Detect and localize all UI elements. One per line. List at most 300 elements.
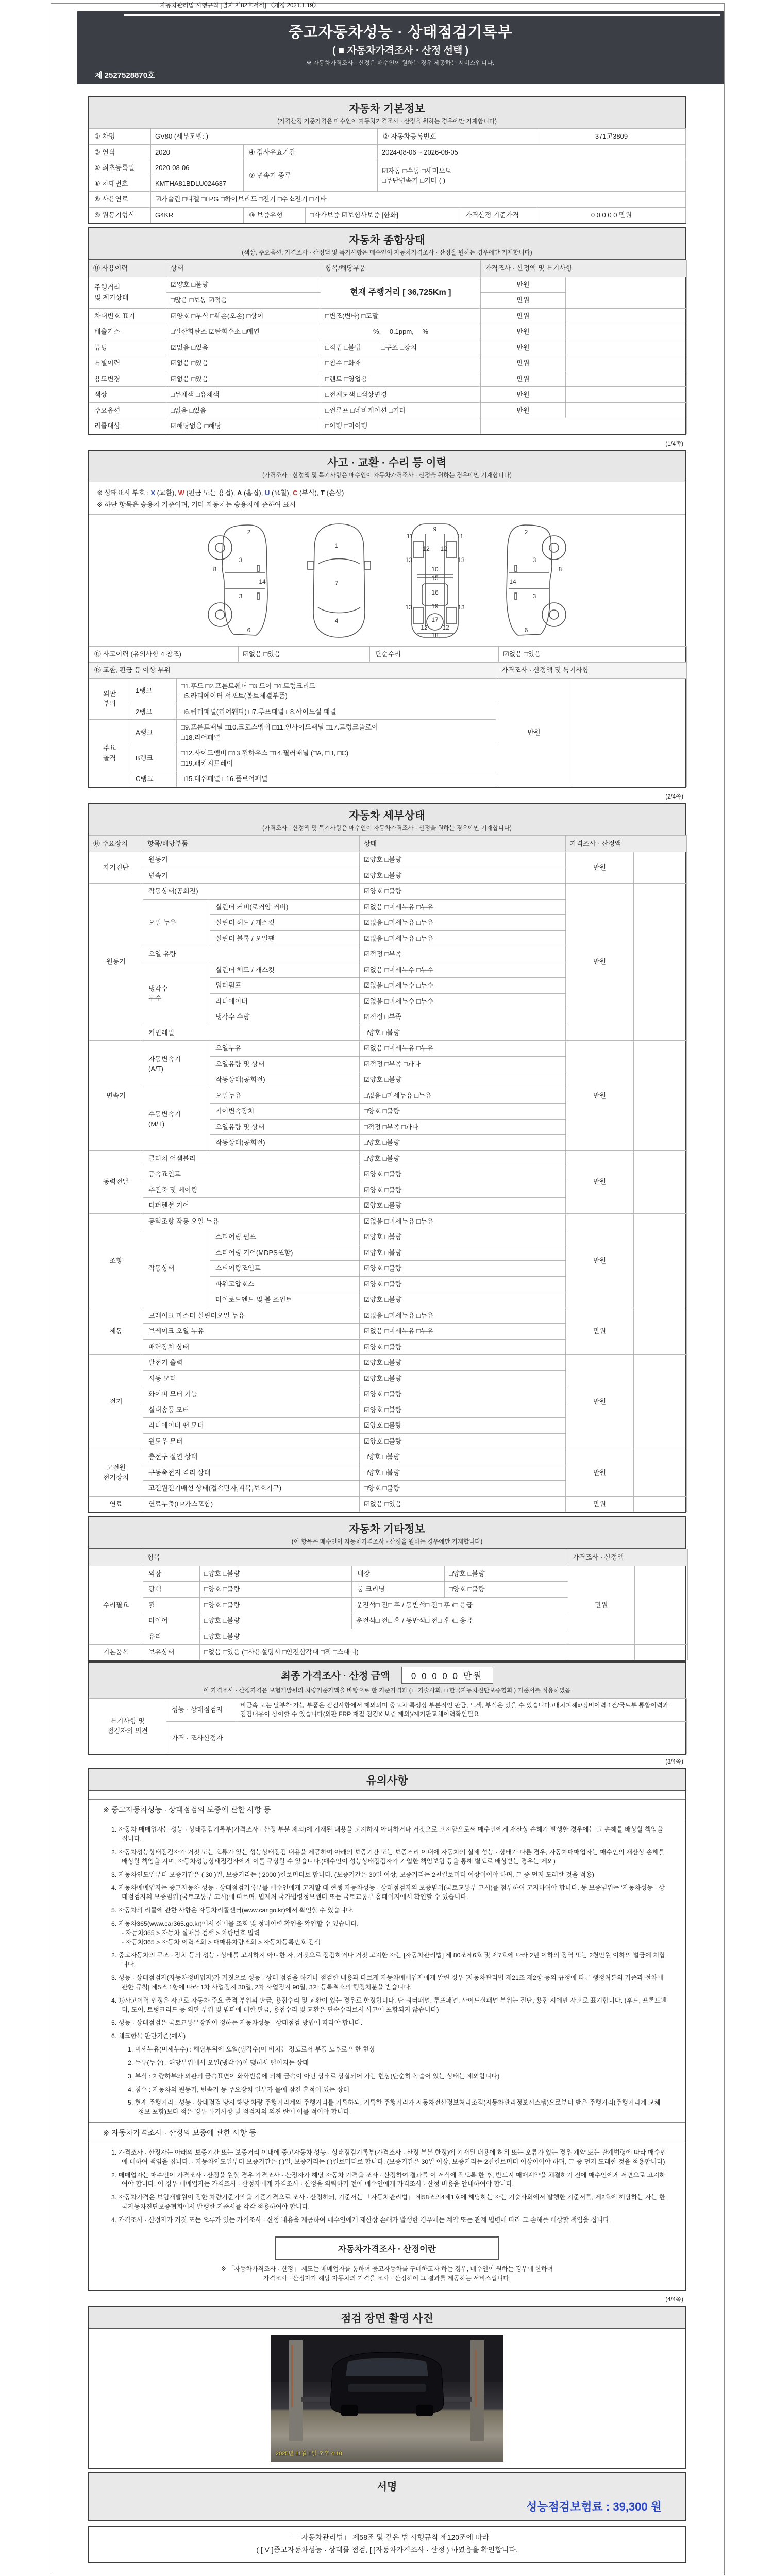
section-detail-state xyxy=(88,803,686,1514)
table-cell: 고전원전기배선 상태(접속단자,피복,보호기구) xyxy=(143,1481,360,1497)
section-photo-header xyxy=(89,2307,685,2329)
photo-area xyxy=(89,2329,685,2468)
table-cell: 광택 xyxy=(143,1582,200,1598)
table-cell: 배력장치 상태 xyxy=(143,1339,360,1355)
table-cell: 배출가스 xyxy=(89,324,166,340)
table-cell: □렌트 □영업용 xyxy=(321,371,481,387)
table-cell xyxy=(566,340,687,355)
table-cell: □12.사이드멤버 □13.휠하우스 □14.필러패널 (□A, □B, □C) □19.패키지트레이 xyxy=(177,745,496,771)
table-cell: 만원 xyxy=(566,884,634,1041)
status-code-letter: T xyxy=(321,488,325,497)
law-reference-note: 자동차관리법 시행규칙 [별지 제82호서식] 〈개정 2021.1.19〉 xyxy=(160,3,320,9)
table-cell: ☑가솔린 □디젤 □LPG □하이브리드 □전기 □수소전기 □기타 xyxy=(151,192,686,208)
panel-number: 6 xyxy=(247,626,251,634)
table-cell: C랭크 xyxy=(130,771,177,787)
table-cell: 라디에이터 xyxy=(210,993,360,1009)
table-row xyxy=(89,160,686,176)
table-cell: □양호 □불량 xyxy=(200,1613,352,1629)
table-cell: 주행거리 및 계기상태 xyxy=(89,277,166,308)
notice-item: 5. 자동차의 리콜에 관한 사항은 자동차리콜센터(www.car.go.kr)에서 확인할 수 있습니다. xyxy=(111,1907,354,1914)
table-cell: 실린더 블록 / 오일팬 xyxy=(210,930,360,946)
table-cell: 동력전달 xyxy=(89,1150,143,1213)
table-cell: ☑양호 □불량 xyxy=(360,884,566,900)
panel-number: 12 xyxy=(440,545,447,552)
table-cell: 연료누출(LP가스포함) xyxy=(143,1496,360,1512)
final-price-band xyxy=(88,1662,686,1698)
table-cell: 0 0 0 0 0 만원 xyxy=(537,207,686,223)
table-cell: ☑없음 □미세누유 □누유 xyxy=(360,899,566,915)
table-row xyxy=(89,308,687,324)
table-cell: 냉각수 수량 xyxy=(210,1009,360,1025)
table-cell: 비금속 또는 탈부착 가능 부품은 점검사항에서 제외되며 중고차 특성상 부분적인 판금, 도색, 부식은 있을 수 있습니다./내치피해x/정비이력 1건/국토부 통합이력과 점검내용이 상이할 수 있습니다(외판 FRP 재질 점검X 보증 제외)/계기판교체이력확인필요 xyxy=(236,1698,687,1722)
table-cell: 오일누유 xyxy=(210,1041,360,1057)
status-code-letter: U xyxy=(264,488,270,497)
basic-table xyxy=(89,128,686,223)
inspection-photo-scene xyxy=(271,2335,503,2462)
notice-item: 1. 자동차 매매업자는 성능 · 상태점검기록부(가격조사 · 산정 부분 제외)에 기재된 내용을 고지하지 아니하거나 거짓으로 고지함으로써 매수인에게 재산상 손해가 발생한 경우에는 그 손해를 배상할 책임을 집니다. xyxy=(111,1826,663,1843)
table-cell: 추진축 및 베어링 xyxy=(143,1182,360,1198)
table-cell: 운전석□ 전□ 후 / 동반석□ 전□ 후 /□ 응급 xyxy=(352,1597,568,1613)
table-cell: 2020-08-06 xyxy=(151,160,244,176)
table-cell: 만원 xyxy=(481,340,566,355)
table-cell: 2020 xyxy=(151,144,244,160)
notice-block-a-title: ※ 중고자동차성능 · 상태점검의 보증에 관한 사항 등 xyxy=(89,1799,685,1820)
table-cell: 전기 xyxy=(89,1355,143,1449)
table-cell: 실린더 헤드 / 개스킷 xyxy=(210,962,360,978)
panel-number: 11 xyxy=(406,532,413,540)
table-cell: 2024-08-06 ~ 2026-08-05 xyxy=(378,144,686,160)
table-cell: ☑없음 □있음 xyxy=(360,1496,566,1512)
table-cell: ☑없음 □미세누유 □누유 xyxy=(360,1213,566,1229)
panel-number: 19 xyxy=(431,602,439,610)
table-cell: ☑없음 □있음 xyxy=(166,355,321,371)
table-cell: □양호 □불량 xyxy=(200,1597,352,1613)
table-cell: □많음 □보통 ☑적음 xyxy=(166,293,321,309)
table-cell: □이행 □미이행 xyxy=(321,418,481,434)
table-cell: 타이로드엔드 및 볼 조인트 xyxy=(210,1292,360,1308)
price-survey-info-line-1: ※ 「자동차가격조사 · 산정」 제도는 매매업자를 통하여 중고자동차를 구매하고자 하는 경우, 매수인이 원하는 경우에 한하여 xyxy=(221,2265,553,2273)
notice-block-a-items xyxy=(89,1825,685,1947)
accident-summary-table-host xyxy=(89,646,685,663)
table-cell: ☑없음 □미세누수 □누수 xyxy=(360,962,566,978)
table-cell: 만원 xyxy=(566,1449,634,1497)
table-cell: 발전기 출력 xyxy=(143,1355,360,1371)
table-cell: 항목/해당부품 xyxy=(143,835,360,852)
table-cell: 371고3809 xyxy=(537,129,686,145)
panel-number: 10 xyxy=(431,565,439,573)
table-cell: 만원 xyxy=(481,355,566,371)
section-notice xyxy=(88,1768,686,2291)
table-cell xyxy=(481,418,687,434)
table-cell: 워터펌프 xyxy=(210,978,360,994)
section-misc-title: 자동차 기타정보 xyxy=(349,1523,425,1535)
table-cell xyxy=(89,1549,143,1566)
table-cell: ⑪ 사용이력 xyxy=(89,260,166,277)
table-cell: 오일 누유 xyxy=(143,899,210,946)
panel-number: 14 xyxy=(259,578,266,585)
table-cell: 등속죠인트 xyxy=(143,1166,360,1182)
table-cell: 상태 xyxy=(360,835,566,852)
table-cell: ☑양호 □부식 □훼손(오손) □상이 xyxy=(166,308,321,324)
table-cell: ☑양호 □불량 xyxy=(360,1276,566,1292)
detail-table xyxy=(89,835,687,1513)
section-misc-header xyxy=(89,1517,685,1549)
table-cell: 라디에이터 팬 모터 xyxy=(143,1418,360,1434)
rank-table xyxy=(89,662,687,787)
table-cell: 외장 xyxy=(143,1566,200,1582)
table-cell: □양호 □불량 xyxy=(360,1135,566,1151)
table-cell: ☑양호 □불량 xyxy=(360,1370,566,1386)
final-price-amount: 0 0 0 0 0 만원 xyxy=(401,1667,493,1684)
table-cell: ☑없음 □있음 xyxy=(499,646,687,662)
table-cell: ⑨ 원동기형식 xyxy=(89,207,151,223)
notice-item: 4. ⑫사고이력 인정은 사고로 자동차 주요 골격 부위의 판금, 용접수리 및 교환이 있는 경우로 한정합니다. 단 쿼터패널, 루프패널, 사이드실패널 부위는 절단, 용접 시에만 사고로 표기합니다. (후드, 프론트펜더, 도어, 트렁크리드 등 외판 부위 및 범퍼에 대한 판금, 용접수리 및 교환은 단순수리로서 사고에 포함되지 않습니다) xyxy=(111,1996,667,2013)
table-cell: 상태 xyxy=(166,260,321,277)
table-cell: 휠 xyxy=(143,1597,200,1613)
table-cell: 자동변속기 (A/T) xyxy=(143,1041,210,1088)
table-cell xyxy=(566,387,687,403)
table-cell: □없음 □있음 xyxy=(166,402,321,418)
table-cell xyxy=(635,1645,688,1660)
table-cell: ☑적정 □부족 □과다 xyxy=(360,1056,566,1072)
table-cell: □적정 □부족 □과다 xyxy=(360,1119,566,1135)
table-cell xyxy=(634,1213,687,1308)
table-cell: KMTHA81BDLU024637 xyxy=(151,176,244,192)
car-damage-diagrams xyxy=(89,515,685,646)
table-cell: 스티어링조인트 xyxy=(210,1261,360,1277)
page-mark-3: (3/4쪽) xyxy=(665,1759,683,1766)
table-cell xyxy=(634,884,687,1041)
section-accident-header xyxy=(89,451,685,482)
table-cell: 만원 xyxy=(566,1213,634,1308)
table-cell: □1.후드 □2.프론트휀더 □3.도어 □4.트렁크리드 □5.라디에이터 서포트(볼트체결부품) xyxy=(177,678,496,704)
notice-item: 4. 침수 : 자동차의 원동기, 변속기 등 주요장치 일부가 물에 잠긴 흔적이 있는 상태 xyxy=(128,2086,349,2093)
table-cell: ☑양호 □불량 xyxy=(360,852,566,868)
table-cell: ☑없음 □미세누수 □누수 xyxy=(360,993,566,1009)
table-cell: A랭크 xyxy=(130,720,177,745)
table-cell: 오일유량 및 상태 xyxy=(210,1119,360,1135)
overall-table xyxy=(89,260,687,434)
table-cell xyxy=(634,1041,687,1151)
section-misc-info xyxy=(88,1516,686,1662)
table-cell: □썬루프 □네비게이션 □기타 xyxy=(321,402,481,418)
document-header xyxy=(77,11,724,84)
notice-mid-items xyxy=(89,1951,685,2117)
panel-number: 15 xyxy=(431,574,439,582)
legend-text: ※ 상태표시 부호 : xyxy=(97,488,151,497)
table-cell: □6.쿼터패널(리어휀다) □7.루프패널 □8.사이드실 패널 xyxy=(177,704,496,720)
table-cell xyxy=(572,678,687,787)
table-row xyxy=(89,418,687,434)
table-cell: 만원 xyxy=(566,1496,634,1512)
panel-number: 2 xyxy=(247,528,251,536)
section-basic-header xyxy=(89,97,685,128)
table-cell: 가격조사 · 산정액 xyxy=(566,835,687,852)
table-cell: □양호 □불량 xyxy=(445,1582,568,1598)
table-cell: □없음 □미세누유 □누유 xyxy=(360,1088,566,1104)
table-cell: 내장 xyxy=(352,1566,445,1582)
section-accident-title: 사고 · 교환 · 수리 등 이력 xyxy=(327,456,447,469)
table-cell: 1랭크 xyxy=(130,678,177,704)
table-cell: ☑없음 □있음 xyxy=(166,371,321,387)
table-cell: 만원 xyxy=(481,387,566,403)
table-cell: 자기진단 xyxy=(89,852,143,884)
notice-item: 5. 성능 · 상태점검은 국토교통부장관이 정하는 자동차성능 · 상태점검 방법에 따라야 합니다. xyxy=(111,2019,363,2027)
acc-table xyxy=(89,646,687,663)
table-cell: 변속기 xyxy=(89,1041,143,1151)
signature-box xyxy=(88,2472,686,2521)
table-cell: 충전구 절연 상태 xyxy=(143,1449,360,1465)
table-cell: □무채색 □유채색 xyxy=(166,387,321,403)
notice-item: 6. 체크항목 판단기준(예시) xyxy=(111,2032,186,2040)
table-cell: ⑦ 변속기 종류 xyxy=(244,160,378,192)
table-cell xyxy=(236,1722,687,1754)
panel-number: 6 xyxy=(524,626,528,634)
table-row xyxy=(89,402,687,418)
notice-item: 2. 매매업자는 매수인이 가격조사 · 산정을 원할 경우 가격조사 · 산정자가 해당 자동차 가격을 조사 · 산정하여 결과를 이 서식에 적도록 한 후, 반드시 매매계약을 체결하기 전에 매수인에게 서면으로 고지하여야 합니다. 이 경우 매매업자는 가격조사 · 산정자에게 가격조사 · 산정을 의뢰하기 전에 매수인에게 가격조사 · 산정 비용을 안내하여야 합니다. xyxy=(111,2171,666,2188)
table-row xyxy=(89,340,687,355)
table-cell: 만원 xyxy=(481,324,566,340)
panel-number: 17 xyxy=(431,616,439,623)
table-cell: ☑양호 □불량 xyxy=(360,1182,566,1198)
table-cell: 가격조사 · 산정액 xyxy=(568,1549,688,1566)
opinion-table xyxy=(89,1698,687,1755)
status-code-legend xyxy=(89,482,685,498)
panel-number: 16 xyxy=(431,588,439,596)
notice-item: 3. 부식 : 차량하부와 외판의 금속표면이 화학반응에 의해 금속이 아닌 상태로 상실되어 가는 현상(단순히 녹슬어 있는 상태는 제외합니다) xyxy=(128,2072,500,2080)
table-cell: □적법 □불법 □구조 □장치 xyxy=(321,340,481,355)
table-cell: B랭크 xyxy=(130,745,177,771)
table-cell: ☑적정 □부족 xyxy=(360,1009,566,1025)
table-cell: 룸 크리닝 xyxy=(352,1582,445,1598)
table-row xyxy=(89,1449,687,1465)
page-mark-1: (1/4쪽) xyxy=(665,440,683,447)
panel-number: 13 xyxy=(405,603,412,611)
panel-number: 4 xyxy=(334,617,339,624)
table-row xyxy=(89,678,687,704)
table-cell: 만원 xyxy=(566,1041,634,1151)
table-cell: ☑양호 □불량 xyxy=(360,1339,566,1355)
opinion-table-host xyxy=(89,1698,685,1755)
notice-item: 2. 자동차성능상태점검자가 거짓 또는 오류가 있는 성능상태점검 내용을 제공하여 아래의 보증기간 또는 보증거리 이내에 자동차의 실제 성능 · 상태가 다른 경우, 자동차매매업자는 매수인의 재산상 손해를 배상할 책임을 지며, 자동차성능상태점검자에게 이를 구상할 수 있습니다.(매수인이 성능상태점검자가 가입한 책임보험 등을 통해 별도로 배상받는 경우는 제외) xyxy=(111,1848,665,1865)
table-cell: ④ 검사유효기간 xyxy=(244,144,378,160)
table-cell: ⑭ 주요장치 xyxy=(89,835,143,852)
table-cell: 특별이력 xyxy=(89,355,166,371)
section-photo-title: 점검 장면 촬영 사진 xyxy=(341,2312,433,2325)
panel-number: 1 xyxy=(334,541,339,549)
table-cell: 주요옵션 xyxy=(89,402,166,418)
table-cell: 브레이크 마스터 실린더오일 누유 xyxy=(143,1308,360,1324)
table-cell: 만원 xyxy=(566,1355,634,1449)
table-cell: ☑없음 □미세누유 □누유 xyxy=(360,915,566,931)
section-accident-subtitle: (가격조사 · 산정액 및 특기사항은 매수인이 자동차가격조사 · 산정을 원하는 경우에만 기재합니다) xyxy=(262,472,512,479)
table-cell: □양호 □불량 xyxy=(360,1449,566,1465)
inspection-insurance-fee: 성능점검보험료 : 39,300 원 xyxy=(526,2500,662,2513)
table-cell: 브레이크 오일 누유 xyxy=(143,1324,360,1340)
table-cell: ☑양호 □불량 xyxy=(360,1433,566,1449)
table-cell: ⑧ 사용연료 xyxy=(89,192,151,208)
table-cell: ☑없음 □미세누수 □누수 xyxy=(360,978,566,994)
notice-item: 3. 자동차인도일부터 보증기간은 ( 30 )일, 보증거리는 ( 2000 )킬로미터로 합니다. (보증기간은 30일 이상, 보증거리는 2천킬로미터 이상이어야 하며, 그 중 먼저 도래한 것을 적용) xyxy=(111,1871,594,1878)
table-cell: □침수 □화재 xyxy=(321,355,481,371)
table-cell: 가격 · 조사산정자 xyxy=(166,1722,236,1754)
table-cell: 튜닝 xyxy=(89,340,166,355)
table-cell xyxy=(568,1645,635,1660)
table-cell: ☑없음 □있음 xyxy=(166,340,321,355)
table-row xyxy=(89,355,687,371)
table-row xyxy=(89,852,687,868)
table-cell: □양호 □불량 xyxy=(200,1582,352,1598)
panel-number: 12 xyxy=(421,623,428,631)
table-cell: 연료 xyxy=(89,1496,143,1512)
notice-item: 1. 미세누유(미세누수) : 해당부위에 오일(냉각수)이 비치는 정도로서 부품 노후로 인한 현상 xyxy=(128,2046,375,2054)
table-cell: 만원 xyxy=(566,852,634,884)
table-cell: 만원 xyxy=(481,371,566,387)
table-cell: 오일유량 및 상태 xyxy=(210,1056,360,1072)
table-cell: 단순수리 xyxy=(370,646,499,662)
table-cell: 유리 xyxy=(143,1629,200,1645)
table-cell: ☑양호 □불량 xyxy=(360,1166,566,1182)
price-survey-info-line-2: 가격조사 · 산정자가 해당 자동차의 가격을 조사 · 산정하여 그 결과를 제공하는 서비스입니다. xyxy=(263,2274,511,2282)
table-cell xyxy=(634,1308,687,1355)
table-cell xyxy=(566,355,687,371)
panel-rank-table-host xyxy=(89,662,685,787)
table-cell xyxy=(635,1566,688,1645)
table-cell: 디퍼렌셜 기어 xyxy=(143,1198,360,1214)
table-row xyxy=(89,646,687,662)
table-cell: □양호 □불량 xyxy=(200,1566,352,1582)
table-cell: 실내송풍 모터 xyxy=(143,1402,360,1418)
table-cell xyxy=(634,1355,687,1449)
table-cell: ☑적정 □부족 xyxy=(360,946,566,962)
table-cell xyxy=(634,1496,687,1512)
car-top-diagram xyxy=(306,521,373,640)
notice-block-b-title: ※ 자동차가격조사 · 산정의 보증에 관한 사항 등 xyxy=(89,2122,685,2143)
table-row xyxy=(89,144,686,160)
table-row xyxy=(89,1698,687,1722)
table-cell: 만원 xyxy=(481,402,566,418)
panel-number: 11 xyxy=(457,532,464,540)
table-cell: 제동 xyxy=(89,1308,143,1355)
table-cell: 특기사항 및 점검자의 의견 xyxy=(89,1698,166,1754)
section-detail-subtitle: (가격조사 · 산정액 및 특기사항은 매수인이 자동차가격조사 · 산정을 원하는 경우에만 기재합니다) xyxy=(262,825,512,832)
table-cell: 색상 xyxy=(89,387,166,403)
table-row xyxy=(89,1549,688,1566)
section-overall-subtitle: (색상, 주요옵션, 가격조사 · 산정액 및 특기사항은 매수인이 자동차가격조사 · 산정을 원하는 경우에만 기재합니다) xyxy=(242,250,532,256)
table-cell: 가격조사 · 산정액 및 특기사항 xyxy=(481,260,687,277)
photo-timestamp: 2025년 11월 1일 오후 4:10 xyxy=(276,2450,342,2457)
table-cell: ⑥ 차대번호 xyxy=(89,176,151,192)
table-cell: 작동상태(공회전) xyxy=(210,1135,360,1151)
table-cell: ☑양호 □불량 xyxy=(360,1229,566,1245)
table-cell: 만원 xyxy=(481,293,566,309)
detail-state-table-host xyxy=(89,835,685,1513)
status-code-letter: C xyxy=(293,488,298,497)
table-cell xyxy=(566,277,687,308)
table-cell: ☑양호 □불량 xyxy=(360,1386,566,1402)
table-cell: □양호 □불량 xyxy=(360,1150,566,1166)
table-cell: GV80 (세부모델: ) xyxy=(151,129,378,145)
table-cell: 클러치 어셈블리 xyxy=(143,1150,360,1166)
table-cell xyxy=(566,371,687,387)
panel-number: 13 xyxy=(458,556,465,564)
table-cell: 동력조향 작동 오일 누유 xyxy=(143,1213,360,1229)
table-row xyxy=(89,387,687,403)
panel-number: 7 xyxy=(334,579,339,587)
table-row xyxy=(89,884,687,900)
table-row xyxy=(89,1150,687,1166)
table-cell: ☑양호 □불량 xyxy=(360,1355,566,1371)
section-overall-state xyxy=(88,227,686,435)
notice-item: 5. 현재 주행거리 : 성능 · 상태점검 당시 해당 차량 주행거리계의 주행거리를 기록하되, 기록한 주행거리가 자동차전산정보처리조직(자동차관리정보시스템)으로부터 받은 주행거리(주행거리계 교체 정보 포함)보다 적은 경우 특기사항 및 점검자의 의견 란에 이를 적어야 합니다. xyxy=(128,2099,661,2116)
notice-item: 2. 중고자동차의 구조 · 장치 등의 성능 · 상태를 고지하지 아니한 자, 거짓으로 점검하거나 거짓 고지한 자는 [자동차관리법] 제 80조제6호 및 제7호에 따라 2년 이하의 징역 또는 2천만원 이하의 벌금에 처합니다. xyxy=(111,1952,666,1969)
table-cell: ☑양호 □불량 xyxy=(360,1245,566,1261)
table-cell xyxy=(566,402,687,418)
table-cell: ☑양호 □불량 xyxy=(360,1418,566,1434)
table-cell: ☑없음 □미세누유 □누유 xyxy=(360,930,566,946)
table-cell: 만원 xyxy=(481,277,566,293)
table-cell: ☑양호 □불량 xyxy=(360,868,566,884)
table-cell: 만원 xyxy=(566,1150,634,1213)
legend-text: (부식), xyxy=(297,488,321,497)
table-cell: □변조(변타) □도말 xyxy=(321,308,481,324)
document-title: 중고자동차성능 · 상태점검기록부 xyxy=(288,24,513,41)
table-cell: □15.대쉬패널 □16.플로어패널 xyxy=(177,771,496,787)
table-row xyxy=(89,1355,687,1371)
overall-state-table-host xyxy=(89,260,685,434)
misc-table xyxy=(89,1549,688,1660)
table-cell: 오일 유량 xyxy=(143,946,360,962)
page-mark-2: (2/4쪽) xyxy=(665,793,683,800)
table-cell: ☑없음 □있음 xyxy=(239,646,370,662)
table-cell: ① 차명 xyxy=(89,129,151,145)
table-row xyxy=(89,192,686,208)
table-cell: 커먼레일 xyxy=(143,1025,360,1041)
table-cell: 수리필요 xyxy=(89,1566,143,1645)
section-notice-title: 유의사항 xyxy=(366,1775,408,1787)
section-inspection-photo xyxy=(88,2306,686,2469)
table-cell: ③ 연식 xyxy=(89,144,151,160)
table-cell: 원동기 xyxy=(143,852,360,868)
notice-item: 4. 가격조사 · 산정자가 거짓 또는 오류가 있는 가격조사 · 산정 내용을 제공하여 매수인에게 재산상 손해가 발생한 경우에는 계약 또는 관계 법령에 따라 그 손해를 배상할 책임을 집니다. xyxy=(111,2216,611,2224)
table-cell: □양호 □불량 xyxy=(200,1629,568,1645)
table-cell: ☑양호 □불량 xyxy=(360,1198,566,1214)
section-misc-subtitle: (이 항목은 매수인이 자동차가격조사 · 산정을 원하는 경우에만 기재합니다) xyxy=(291,1539,483,1545)
table-cell: ☑양호 □불량 xyxy=(360,1261,566,1277)
table-cell: 구동축전지 격리 상태 xyxy=(143,1465,360,1481)
table-cell: 스티어링 기어(MDPS포함) xyxy=(210,1245,360,1261)
table-row xyxy=(89,1496,687,1512)
table-row xyxy=(89,835,687,852)
table-row xyxy=(89,277,687,293)
table-cell: ☑해당없음 □해당 xyxy=(166,418,321,434)
table-cell: 항목/해당부품 xyxy=(321,260,481,277)
section-basic-subtitle: (가격산정 기준가격은 매수인이 자동차가격조사 · 산정을 원하는 경우에만 기재합니다) xyxy=(277,118,497,125)
table-cell: □양호 □불량 xyxy=(445,1566,568,1582)
table-cell: ⑤ 최초등록일 xyxy=(89,160,151,176)
table-cell xyxy=(634,852,687,884)
table-cell: ⑫ 사고이력 (유의사항 4 참조) xyxy=(89,646,239,662)
table-cell: 작동상태 xyxy=(143,1229,210,1308)
table-cell: □양호 □불량 xyxy=(360,1025,566,1041)
table-cell: 변속기 xyxy=(143,868,360,884)
price-survey-info-box: 자동차가격조사 · 산정이란 xyxy=(275,2236,499,2260)
table-cell: 2랭크 xyxy=(130,704,177,720)
table-row xyxy=(89,1308,687,1324)
table-cell: 수동변속기 (M/T) xyxy=(143,1088,210,1150)
table-cell: %, 0.1ppm, % xyxy=(321,324,481,340)
table-cell: 원동기 xyxy=(89,884,143,1041)
